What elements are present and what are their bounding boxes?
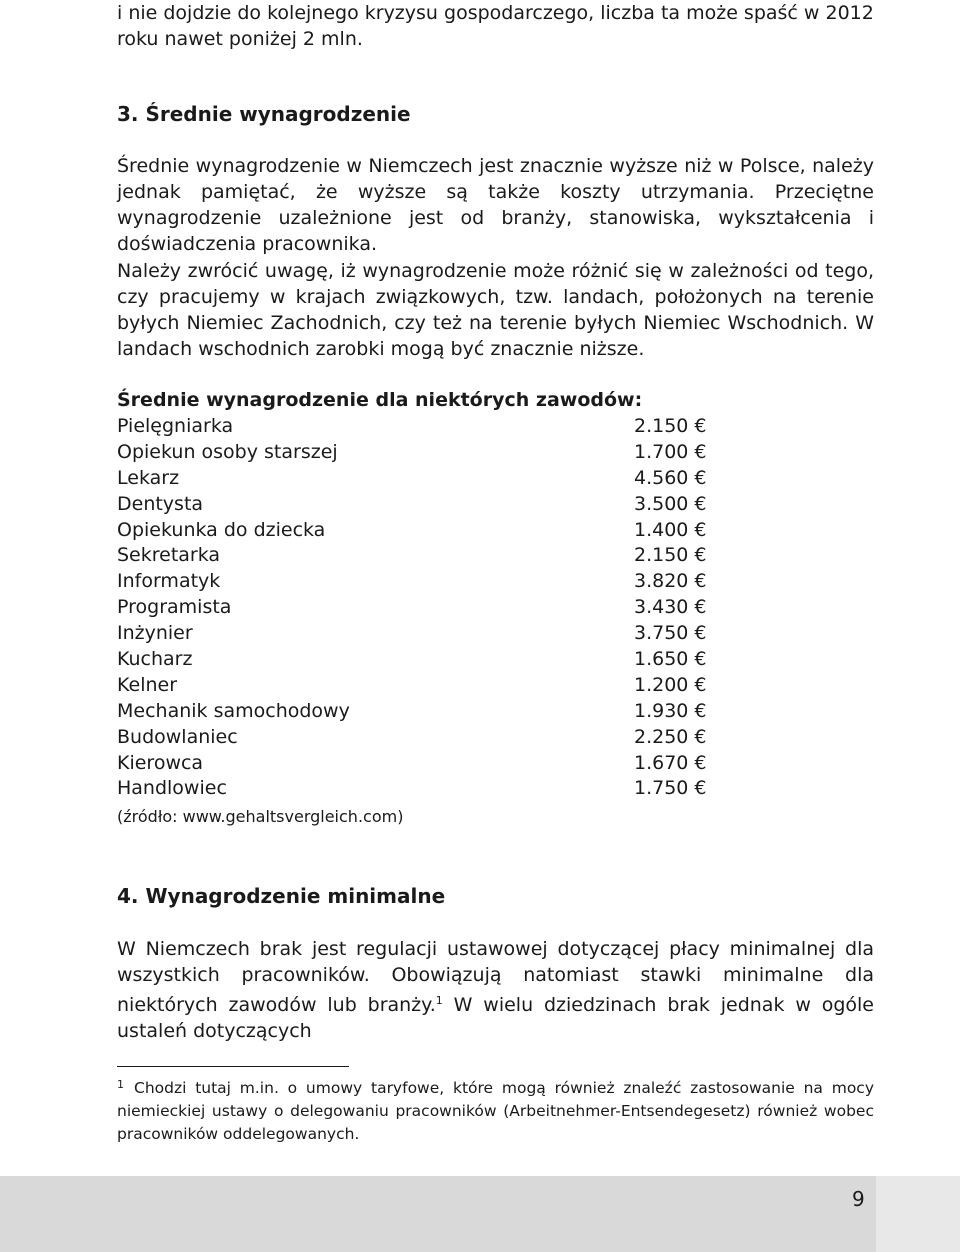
salary-amount: 1.700 € <box>634 440 707 463</box>
page-number-box <box>876 1176 960 1252</box>
job-name: Budowlaniec <box>117 725 238 748</box>
salary-row <box>117 698 717 724</box>
job-name: Kierowca <box>117 751 204 774</box>
footnote <box>117 1073 874 1146</box>
salary-amount: 1.400 € <box>634 518 707 541</box>
job-name: Opiekun osoby starszej <box>117 440 338 463</box>
salary-source: (źródło: www.gehaltsvergleich.com) <box>117 807 404 826</box>
section-4-text: W Niemczech brak jest regulacji ustawowej dotyczącej płacy minimalnej dla wszystkich pracowników. Obowiązują natomiast stawki minimalne dla niektórych zawodów lub branży. <box>117 938 874 1016</box>
salary-row <box>117 568 717 594</box>
job-name: Pielęgniarka <box>117 415 234 437</box>
job-name: Inżynier <box>117 622 193 645</box>
job-name: Kelner <box>117 673 178 696</box>
salary-amount: 1.650 € <box>634 648 707 671</box>
footnote-divider <box>117 1066 349 1067</box>
salary-row <box>117 646 717 672</box>
job-name: Programista <box>117 596 232 619</box>
salary-list-title: Średnie wynagrodzenie dla niektórych zawodów: <box>117 389 643 411</box>
job-name: Dentysta <box>117 492 204 515</box>
salary-row <box>117 724 717 750</box>
section-4-paragraph <box>117 936 874 1044</box>
salary-row <box>117 542 717 568</box>
salary-amount: 2.250 € <box>634 725 707 748</box>
job-name: Kucharz <box>117 648 193 671</box>
salary-row <box>117 775 717 801</box>
job-name: Handlowiec <box>117 777 227 800</box>
salary-row <box>117 439 717 465</box>
footnote-text: Chodzi tutaj m.in. o umowy taryfowe, które mogą również znaleźć zastosowanie na mocy niemieckiej ustawy o delegowaniu pracowników (Arbeitnehmer-Entsendegesetz) również wobec pracowników oddelegowanych. <box>117 1079 874 1143</box>
salary-amount: 3.820 € <box>634 570 707 593</box>
salary-row <box>117 491 717 517</box>
section-4-text-continued: W wielu dziedzinach brak jednak w ogóle ustaleń dotyczących <box>117 994 875 1042</box>
salary-amount: 1.930 € <box>634 699 707 722</box>
salary-amount: 3.750 € <box>634 622 707 645</box>
salary-amount: 3.430 € <box>634 596 707 619</box>
section-3-paragraph-1: Średnie wynagrodzenie w Niemczech jest znacznie wyższe niż w Polsce, należy jednak pamiętać, że wyższe są także koszty utrzymania. Przeciętne wynagrodzenie uzależnione jest od branży, stanowiska, wykształcenia i doświadczenia pracownika. <box>117 155 874 255</box>
page-footer-band <box>0 1176 960 1252</box>
salary-amount: 4.560 € <box>634 466 707 489</box>
job-name: Informatyk <box>117 570 221 593</box>
section-3-heading: 3. Średnie wynagrodzenie <box>117 102 411 126</box>
salary-row <box>117 594 717 620</box>
salary-list <box>117 413 717 801</box>
intro-paragraph: i nie dojdzie do kolejnego kryzysu gospodarczego, liczba ta może spaść w 2012 roku nawet poniżej 2 mln. <box>117 2 874 50</box>
salary-row <box>117 517 717 543</box>
salary-row <box>117 750 717 776</box>
footnote-number: 1 <box>117 1078 124 1091</box>
salary-amount: 1.750 € <box>634 777 707 800</box>
salary-row <box>117 620 717 646</box>
section-4-heading: 4. Wynagrodzenie minimalne <box>117 884 446 908</box>
page-number: 9 <box>852 1187 865 1211</box>
salary-amount: 1.200 € <box>634 673 707 696</box>
job-name: Opiekunka do dziecka <box>117 518 326 541</box>
salary-row <box>117 413 717 439</box>
job-name: Sekretarka <box>117 544 221 567</box>
salary-row <box>117 672 717 698</box>
job-name: Lekarz <box>117 466 180 489</box>
salary-row <box>117 465 717 491</box>
salary-amount: 2.150 € <box>634 544 707 567</box>
job-name: Mechanik samochodowy <box>117 699 350 722</box>
footnote-reference[interactable]: 1 <box>435 994 443 1007</box>
section-3-paragraph-2: Należy zwrócić uwagę, iż wynagrodzenie może różnić się w zależności od tego, czy pracujemy w krajach związkowych, tzw. landach, położonych na terenie byłych Niemiec Zachodnich, czy też na terenie byłych Niemiec Wschodnich. W landach wschodnich zarobki mogą być znacznie niższe. <box>117 260 874 360</box>
salary-amount: 3.500 € <box>634 492 707 515</box>
salary-amount: 2.150 € <box>634 415 707 437</box>
salary-amount: 1.670 € <box>634 751 707 774</box>
